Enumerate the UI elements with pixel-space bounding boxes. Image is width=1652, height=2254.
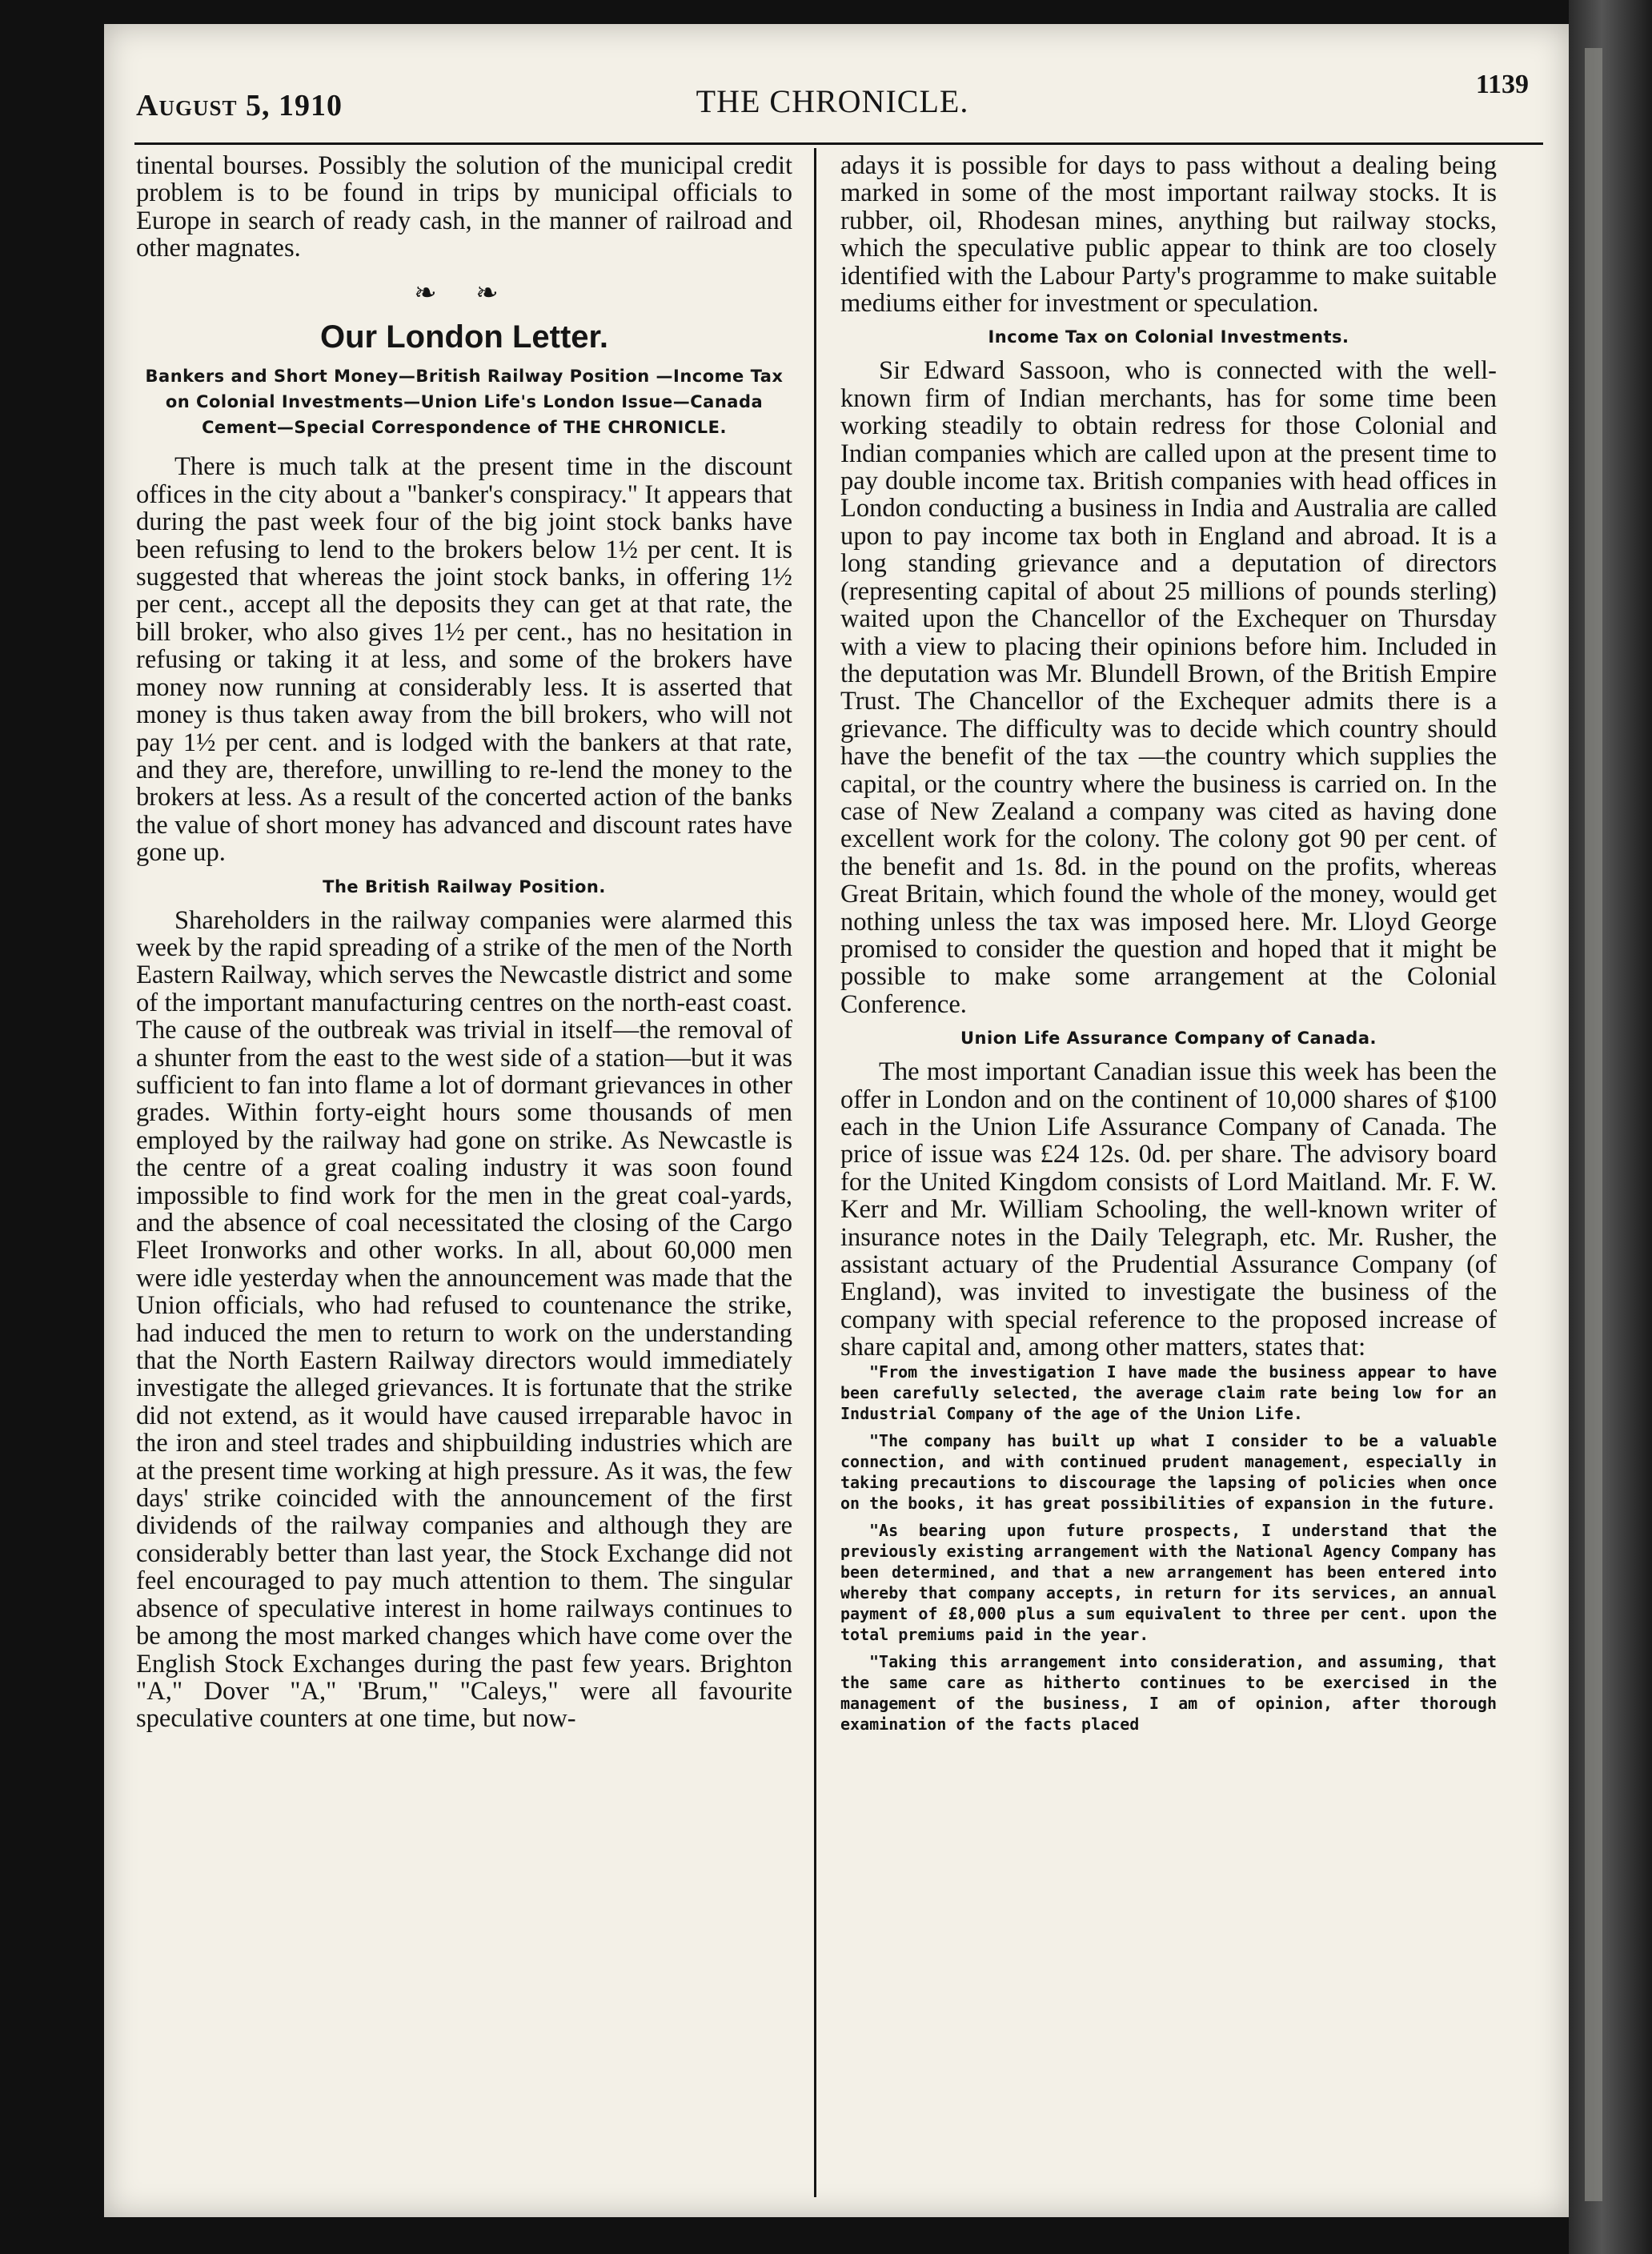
issue-date: August 5, 1910 xyxy=(136,89,343,122)
paragraph-railway: Shareholders in the railway companies were alarmed this week by the rapid spreading of a strike of the men of the North Eastern Railway, which serves the Newcastle district and some of the important manufacturing centres on the north-east coast. The cause of the outbreak was trivial in itself—the removal of a shunter from the east to the west side of a station—but it was sufficient to fan into flame a lot of dormant grievances in other grades. Within forty-eight hours some thousands of men employed by the railway had gone on strike. As Newcastle is the centre of a great coaling industry it was soon found impossible to find work for the men in the great coal-yards, and the absence of coal necessitated the closing of the Cargo Fleet Ironworks and other works. In all, about 60,000 men were idle yesterday when the announcement was made that the Union officials, who had refused to countenance the strike, had induced the men to return to work on the understanding that the North Eastern Railway directors would immediately investigate the alleged grievances. It is fortunate that the strike did not extend, as it would have caused irreparable havoc in the iron and steel trades and shipbuilding industries which are at the present time working at high pressure. As it was, the few days' strike coincided with the announcement of the first dividends of the railway companies and although they are considerably better than last year, the Stock Exchange did not feel encouraged to pay much attention to them. The singular absence of speculative interest in home railways continues to be among the most marked changes which have come over the English Stock Exchanges during the past few years. Brighton "A," Dover "A," 'Brum," "Caleys," were all favourite speculative counters at one time, but now- xyxy=(136,905,792,1734)
paragraph-union-life: The most important Canadian issue this week has been the offer in London and on the continent of 10,000 shares of $100 each in the Union Life Assurance Company of Canada. The price of issue was £24 12s. 0d. per share. The advisory board for the United Kingdom consists of Lord Maitland. Mr. F. W. Kerr and Mr. William Schooling, the well-known writer of insurance notes in the Daily Telegraph, etc. Mr. Rusher, the assistant actuary of the Prudential Assurance Company (of England), was invited to investigate the business of the company with special reference to the proposed increase of share capital and, among other matters, states that: xyxy=(840,1057,1497,1362)
section-heading-income-tax: Income Tax on Colonial Investments. xyxy=(988,327,1349,347)
quote-paragraph: "From the investigation I have made the business appear to have been carefully selected, the average claim rate being low for an Industrial Company of the age of the Union Life. xyxy=(840,1362,1497,1423)
quote-paragraph: "The company has built up what I consider to be a valuable connection, and with continued prudent management, especially in taking precautions to discourage the lapsing of policies when once on the books, it has great possibilities of expansion in the future. xyxy=(840,1430,1497,1513)
section-heading-railway: The British Railway Position. xyxy=(323,876,606,896)
quote-paragraph: "As bearing upon future prospects, I understand that the previously existing arrangement with the National Agency Company has been determined, and that a new arrangement has been entered into whereby that company accepts, in return for its services, an annual payment of £8,000 plus a sum equivalent to three per cent. upon the total premiums paid in the year. xyxy=(840,1520,1497,1644)
left-column xyxy=(136,152,792,2209)
quote-paragraph: "Taking this arrangement into consideration, and assuming, that the same care as hitherto continues to be exercised in the management of the business, I am of opinion, after thorough examination of the facts placed xyxy=(840,1651,1497,1734)
continued-paragraph: tinental bourses. Possibly the solution of the municipal credit problem is to be found in trips by municipal officials to Europe in search of ready cash, in the manner of railroad and other magnates. xyxy=(136,152,792,263)
header-rule xyxy=(134,142,1543,145)
continued-paragraph-right: adays it is possible for days to pass without a dealing being marked in some of the most important railway stocks. It is rubber, oil, Rhodesan mines, anything but railway stocks, which the speculative public appear to think are too closely identified with the Labour Party's programme to make suitable mediums either for investment or speculation. xyxy=(840,152,1497,319)
fleuron-ornament-icon: ❧ ❧ xyxy=(414,278,515,308)
paragraph-bankers: There is much talk at the present time in the discount offices in the city about a "banker's conspiracy." It appears that during the past week four of the big joint stock banks have been refusing to lend to the brokers below 1½ per cent. It is suggested that whereas the joint stock banks, in offering 1½ per cent., accept all the deposits they can get at that rate, the bill broker, who also gives 1½ per cent., has no hesitation in refusing or taking it at less, and some of the brokers have money now running at considerably less. It is asserted that money is thus taken away from the bill brokers, who will not pay 1½ per cent. and is lodged with the bankers at that rate, and they are, therefore, unwilling to re-lend the money to the brokers at less. As a result of the concerted action of the banks the value of short money has advanced and discount rates have gone up. xyxy=(136,452,792,868)
masthead-title: THE CHRONICLE. xyxy=(696,83,969,119)
article-headline: Our London Letter. xyxy=(320,319,608,355)
right-column xyxy=(840,152,1497,2209)
page-header xyxy=(136,52,1529,140)
article-subhead: Bankers and Short Money—British Railway Position —Income Tax on Colonial Investments—Union Life's London Issue—Canada Cement—Special Correspondence of THE CHRONICLE. xyxy=(145,367,784,438)
binding-strip xyxy=(1585,48,1602,2201)
page-number: 1139 xyxy=(1475,70,1529,99)
section-heading-union-life: Union Life Assurance Company of Canada. xyxy=(960,1029,1377,1049)
book-binding-edge xyxy=(1569,0,1652,2254)
newspaper-page xyxy=(104,24,1569,2217)
column-divider xyxy=(814,148,816,2197)
paragraph-income-tax: Sir Edward Sassoon, who is connected with the well-known firm of Indian merchants, has for some time been working steadily to obtain redress for those Colonial and Indian companies which are called upon at the present time to pay double income tax. British companies with head offices in London conducting a business in India and Australia are called upon to pay income tax both in England and abroad. It is a long standing grievance and a deputation of directors (representing capital of about 25 millions of pounds sterling) waited upon the Chancellor of the Exchequer on Thursday with a view to placing their opinions before him. Included in the deputation was Mr. Blundell Brown, of the British Empire Trust. The Chancellor of the Exchequer admits there is a grievance. The difficulty was to decide which country should have the benefit of the tax —the country which supplies the capital, or the country where the business is carried on. In the case of New Zealand a company was cited as having done excellent work for the colony. The colony got 90 per cent. of the benefit and 1s. 8d. in the pound on the profits, whereas Great Britain, which found the whole of the money, would get nothing unless the tax was imposed here. Mr. Lloyd George promised to consider the question and hoped that it might be possible to make some arrangement at the Colonial Conference. xyxy=(840,356,1497,1019)
